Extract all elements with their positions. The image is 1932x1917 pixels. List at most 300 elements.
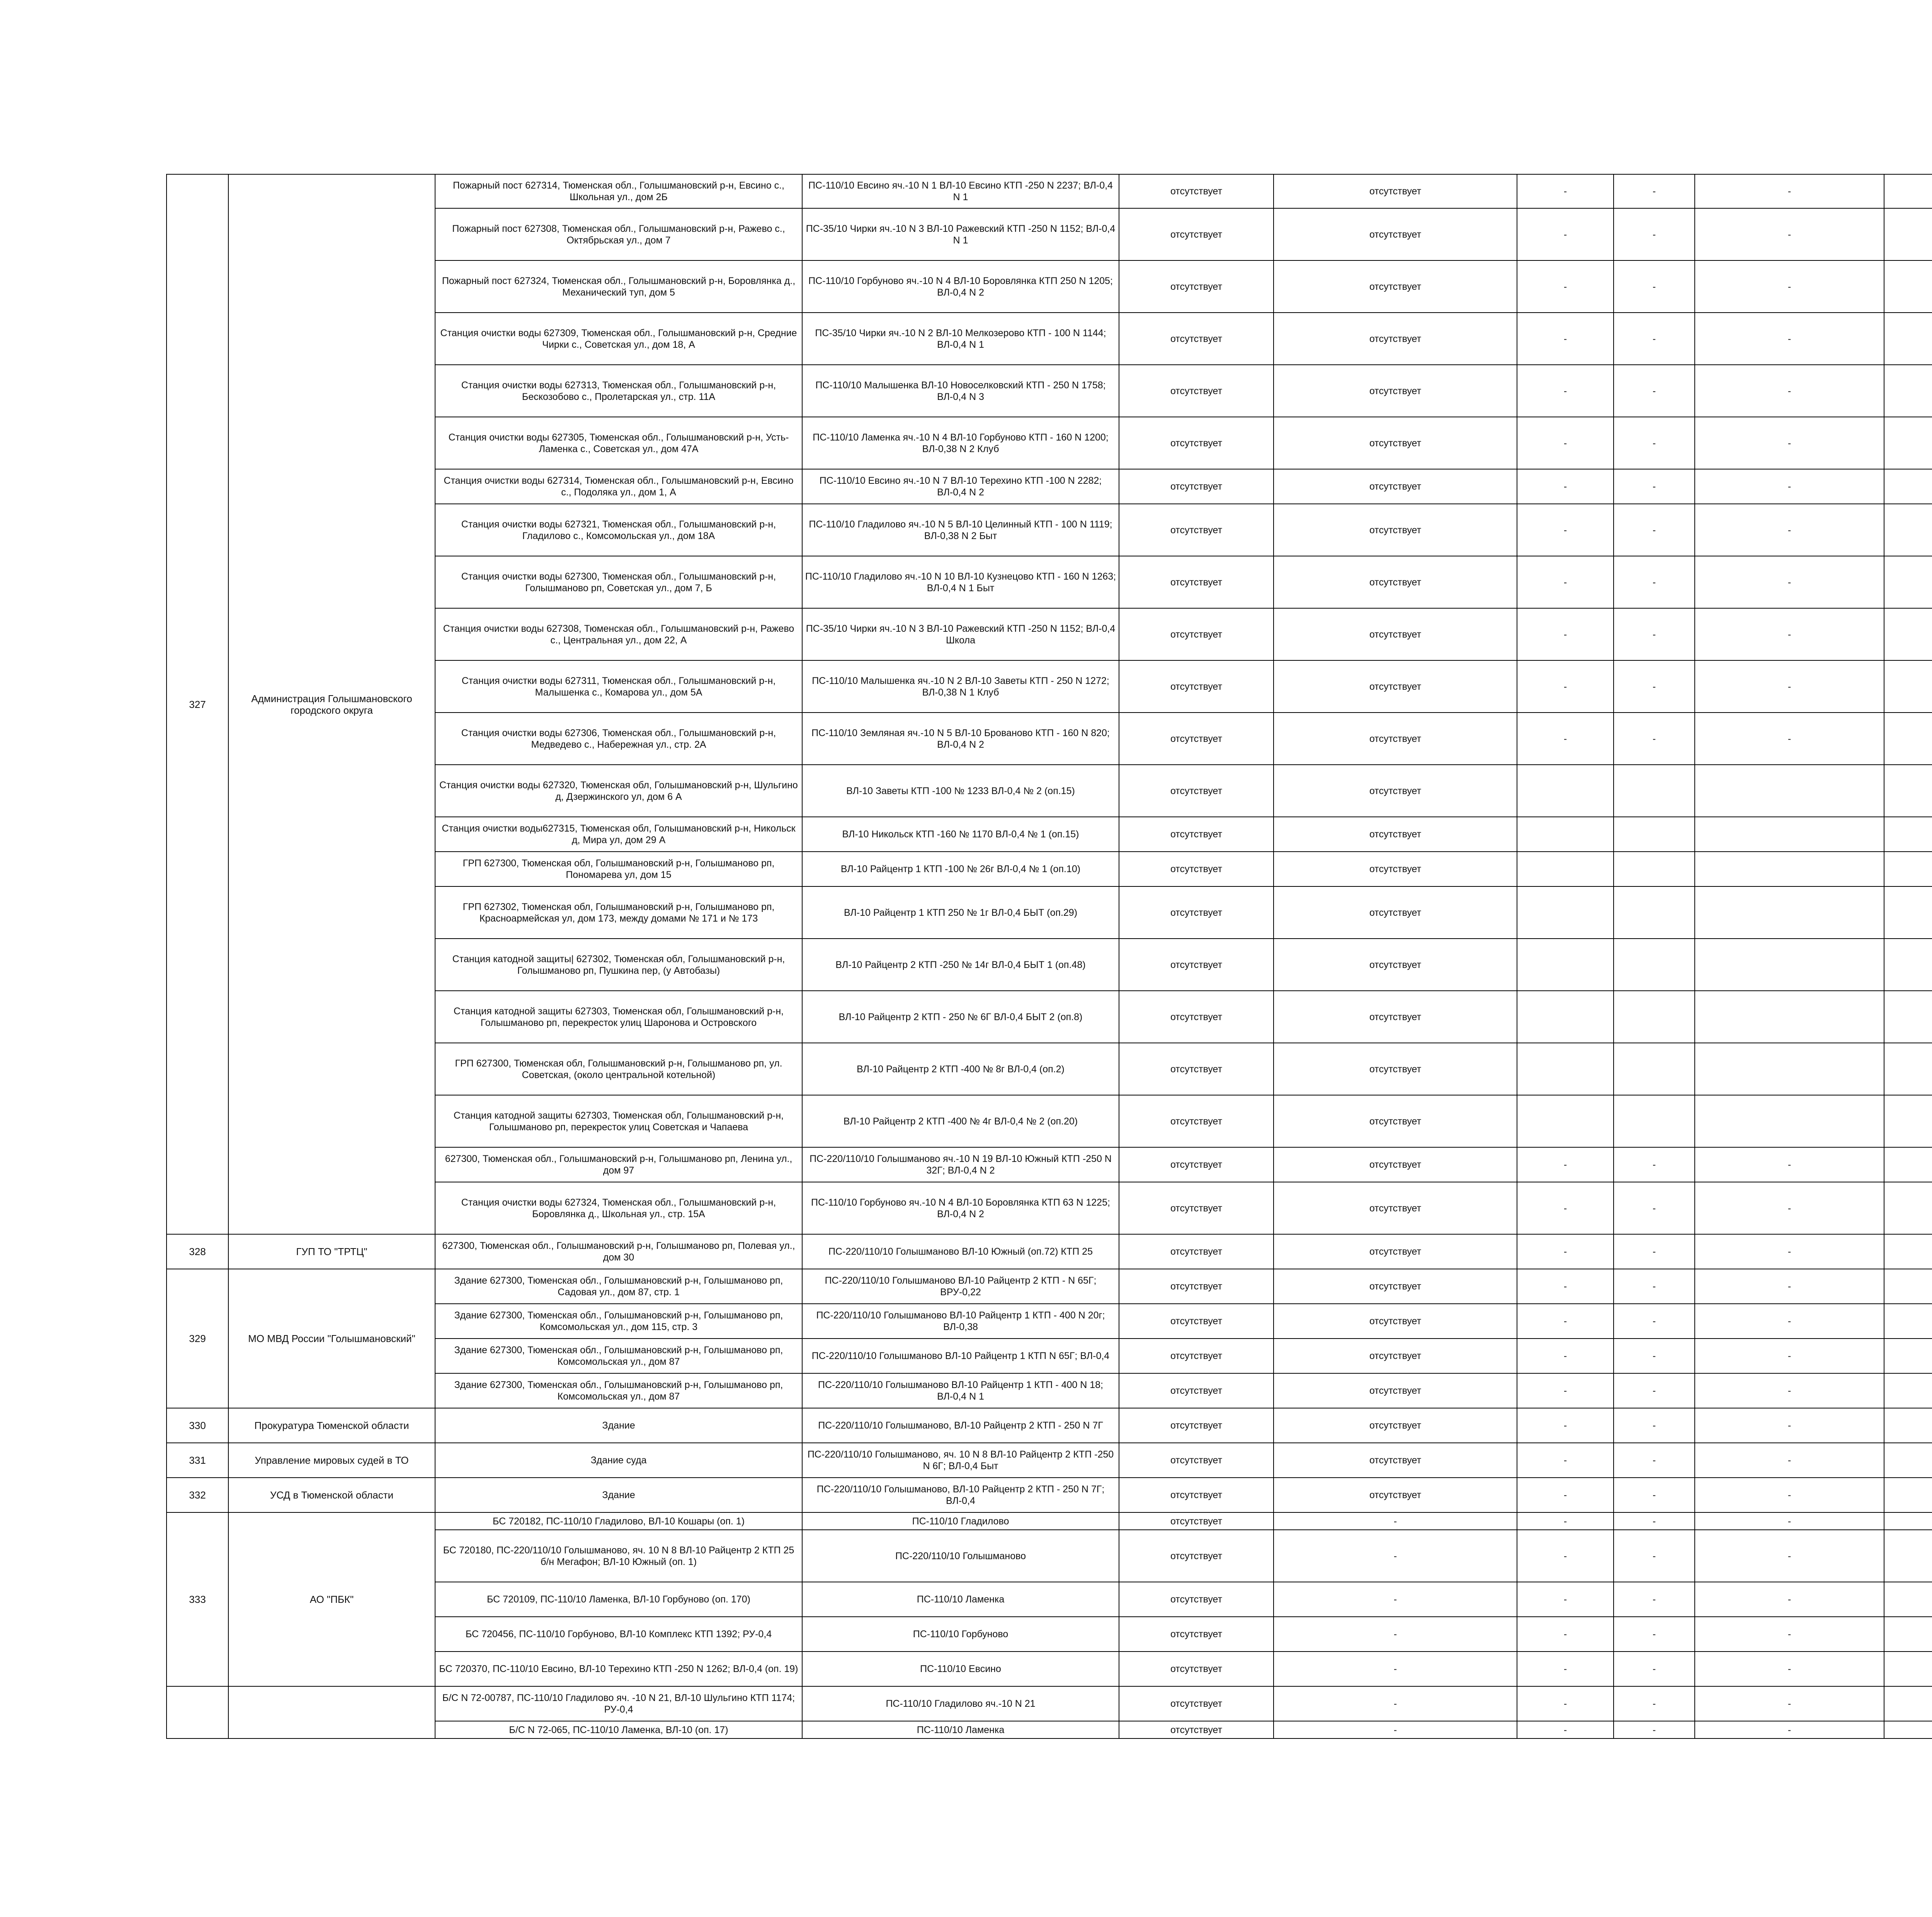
row-number-cell: 333: [167, 1512, 228, 1686]
value-cell-3: [1695, 886, 1884, 939]
object-cell: Здание 627300, Тюменская обл., Голышмановский р-н, Голышманово рп, Садовая ул., дом 87, стр. 1: [435, 1269, 802, 1304]
value-cell-3: -: [1695, 1721, 1884, 1738]
value-cell-3: -: [1695, 1530, 1884, 1582]
status-cell-1: отсутствует: [1119, 1304, 1274, 1339]
object-cell: Станция очистки воды 627305, Тюменская обл., Голышмановский р-н, Усть-Ламенка с., Советская ул., дом 47А: [435, 417, 802, 469]
row-number-cell: 331: [167, 1443, 228, 1478]
value-cell-3: -: [1695, 504, 1884, 556]
table-body: [167, 174, 1932, 1738]
value-cell-1: -: [1517, 1339, 1614, 1373]
object-cell: Пожарный пост 627314, Тюменская обл., Голышмановский р-н, Евсино с., Школьная ул., дом 2Б: [435, 174, 802, 208]
value-cell-1: -: [1517, 1512, 1614, 1530]
value-cell-3: -: [1695, 417, 1884, 469]
status-cell-1: отсутствует: [1119, 1269, 1274, 1304]
status-cell-2: отсутствует: [1274, 1269, 1517, 1304]
object-cell: 627300, Тюменская обл., Голышмановский р-н, Голышманово рп, Полевая ул., дом 30: [435, 1234, 802, 1269]
status-cell-2: отсутствует: [1274, 469, 1517, 504]
status-cell-2: отсутствует: [1274, 1095, 1517, 1147]
status-cell-1: отсутствует: [1119, 1147, 1274, 1182]
status-cell-2: -: [1274, 1652, 1517, 1686]
value-cell-3: -: [1695, 469, 1884, 504]
value-cell-4: [1884, 1721, 1932, 1738]
organization-cell: УСД в Тюменской области: [228, 1478, 435, 1512]
value-cell-2: -: [1614, 504, 1695, 556]
status-cell-1: отсутствует: [1119, 991, 1274, 1043]
value-cell-4: [1884, 886, 1932, 939]
supply-line-cell: ПС-220/110/10 Голышманово, ВЛ-10 Райцентр 2 КТП - 250 N 7Г; ВЛ-0,4: [802, 1478, 1119, 1512]
status-cell-2: отсутствует: [1274, 417, 1517, 469]
status-cell-1: отсутствует: [1119, 1617, 1274, 1652]
value-cell-2: [1614, 765, 1695, 817]
row-number-cell: 328: [167, 1234, 228, 1269]
status-cell-2: отсутствует: [1274, 504, 1517, 556]
value-cell-2: [1614, 991, 1695, 1043]
object-cell: Станция очистки воды627315, Тюменская обл, Голышмановский р-н, Никольск д, Мира ул, дом 29 А: [435, 817, 802, 852]
document-sheet: [166, 174, 1932, 1739]
table-row: [167, 1234, 1932, 1269]
value-cell-3: -: [1695, 556, 1884, 608]
table-row: [167, 174, 1932, 208]
value-cell-1: [1517, 1043, 1614, 1095]
organization-cell: Прокуратура Тюменской области: [228, 1408, 435, 1443]
value-cell-3: -: [1695, 1686, 1884, 1721]
value-cell-2: -: [1614, 1512, 1695, 1530]
status-cell-2: отсутствует: [1274, 260, 1517, 313]
status-cell-2: отсутствует: [1274, 313, 1517, 365]
supply-line-cell: ПС-110/10 Горбуново яч.-10 N 4 ВЛ-10 Боровлянка КТП 250 N 1205; ВЛ-0,4 N 2: [802, 260, 1119, 313]
status-cell-1: отсутствует: [1119, 417, 1274, 469]
object-cell: Б/С N 72-065, ПС-110/10 Ламенка, ВЛ-10 (оп. 17): [435, 1721, 802, 1738]
status-cell-1: отсутствует: [1119, 608, 1274, 660]
status-cell-1: отсутствует: [1119, 886, 1274, 939]
status-cell-2: отсутствует: [1274, 1443, 1517, 1478]
value-cell-4: [1884, 1617, 1932, 1652]
supply-line-cell: ПС-220/110/10 Голышманово ВЛ-10 Райцентр 1 КТП N 65Г; ВЛ-0,4: [802, 1339, 1119, 1373]
value-cell-3: -: [1695, 1339, 1884, 1373]
row-number-cell: 327: [167, 174, 228, 1234]
value-cell-3: -: [1695, 208, 1884, 260]
supply-line-cell: ПС-220/110/10 Голышманово яч.-10 N 19 ВЛ-10 Южный КТП -250 N 32Г; ВЛ-0,4 N 2: [802, 1147, 1119, 1182]
object-cell: Станция катодной защиты 627303, Тюменская обл, Голышмановский р-н, Голышманово рп, перекресток улиц Советская и Чапаева: [435, 1095, 802, 1147]
status-cell-2: отсутствует: [1274, 713, 1517, 765]
value-cell-1: -: [1517, 260, 1614, 313]
registry-table: [166, 174, 1932, 1739]
value-cell-1: [1517, 939, 1614, 991]
supply-line-cell: ПС-110/10 Евсино яч.-10 N 7 ВЛ-10 Терехино КТП -100 N 2282; ВЛ-0,4 N 2: [802, 469, 1119, 504]
value-cell-4: [1884, 1443, 1932, 1478]
organization-cell: [228, 1686, 435, 1738]
value-cell-4: [1884, 713, 1932, 765]
value-cell-1: [1517, 852, 1614, 886]
supply-line-cell: ПС-220/110/10 Голышманово ВЛ-10 Райцентр 1 КТП - 400 N 20г; ВЛ-0,38: [802, 1304, 1119, 1339]
value-cell-2: -: [1614, 1443, 1695, 1478]
supply-line-cell: ПС-110/10 Гладилово яч.-10 N 5 ВЛ-10 Целинный КТП - 100 N 1119; ВЛ-0,38 N 2 Быт: [802, 504, 1119, 556]
status-cell-2: -: [1274, 1721, 1517, 1738]
status-cell-2: отсутствует: [1274, 991, 1517, 1043]
value-cell-3: [1695, 817, 1884, 852]
value-cell-3: -: [1695, 1373, 1884, 1408]
value-cell-3: -: [1695, 1269, 1884, 1304]
value-cell-2: -: [1614, 608, 1695, 660]
supply-line-cell: ВЛ-10 Заветы КТП -100 № 1233 ВЛ-0,4 № 2 (оп.15): [802, 765, 1119, 817]
value-cell-4: [1884, 660, 1932, 713]
object-cell: Станция катодной защиты| 627302, Тюменская обл, Голышмановский р-н, Голышманово рп, Пушкина пер, (у Автобазы): [435, 939, 802, 991]
object-cell: Здание 627300, Тюменская обл., Голышмановский р-н, Голышманово рп, Комсомольская ул., дом 87: [435, 1373, 802, 1408]
status-cell-1: отсутствует: [1119, 1373, 1274, 1408]
table-row: [167, 1269, 1932, 1304]
status-cell-1: отсутствует: [1119, 1095, 1274, 1147]
value-cell-3: -: [1695, 313, 1884, 365]
status-cell-2: отсутствует: [1274, 1304, 1517, 1339]
value-cell-1: -: [1517, 208, 1614, 260]
value-cell-1: -: [1517, 1147, 1614, 1182]
object-cell: Станция очистки воды 627309, Тюменская обл., Голышмановский р-н, Средние Чирки с., Советская ул., дом 18, А: [435, 313, 802, 365]
status-cell-2: -: [1274, 1512, 1517, 1530]
value-cell-1: -: [1517, 469, 1614, 504]
value-cell-1: [1517, 817, 1614, 852]
supply-line-cell: ПС-220/110/10 Голышманово ВЛ-10 Райцентр 2 КТП - N 65Г; ВРУ-0,22: [802, 1269, 1119, 1304]
value-cell-3: -: [1695, 1617, 1884, 1652]
value-cell-1: -: [1517, 1530, 1614, 1582]
table-row: [167, 1478, 1932, 1512]
value-cell-2: [1614, 1095, 1695, 1147]
value-cell-4: [1884, 365, 1932, 417]
value-cell-1: -: [1517, 1617, 1614, 1652]
status-cell-2: отсутствует: [1274, 1373, 1517, 1408]
supply-line-cell: ПС-220/110/10 Голышманово, ВЛ-10 Райцентр 2 КТП - 250 N 7Г: [802, 1408, 1119, 1443]
supply-line-cell: ПС-110/10 Земляная яч.-10 N 5 ВЛ-10 Брованово КТП - 160 N 820; ВЛ-0,4 N 2: [802, 713, 1119, 765]
status-cell-1: отсутствует: [1119, 939, 1274, 991]
object-cell: БС 720180, ПС-220/110/10 Голышманово, яч. 10 N 8 ВЛ-10 Райцентр 2 КТП 25 б/н Мегафон; ВЛ-10 Южный (оп. 1): [435, 1530, 802, 1582]
value-cell-1: -: [1517, 1182, 1614, 1234]
status-cell-1: отсутствует: [1119, 174, 1274, 208]
status-cell-1: отсутствует: [1119, 1234, 1274, 1269]
supply-line-cell: ПС-220/110/10 Голышманово ВЛ-10 Райцентр 1 КТП - 400 N 18; ВЛ-0,4 N 1: [802, 1373, 1119, 1408]
supply-line-cell: ПС-35/10 Чирки яч.-10 N 3 ВЛ-10 Ражевский КТП -250 N 1152; ВЛ-0,4 Школа: [802, 608, 1119, 660]
value-cell-1: -: [1517, 1478, 1614, 1512]
status-cell-1: отсутствует: [1119, 469, 1274, 504]
organization-cell: Управление мировых судей в ТО: [228, 1443, 435, 1478]
value-cell-3: [1695, 1095, 1884, 1147]
status-cell-1: отсутствует: [1119, 1182, 1274, 1234]
status-cell-1: отсутствует: [1119, 556, 1274, 608]
object-cell: Станция очистки воды 627320, Тюменская обл, Голышмановский р-н, Шульгино д, Дзержинского ул, дом 6 А: [435, 765, 802, 817]
object-cell: БС 720456, ПС-110/10 Горбуново, ВЛ-10 Комплекс КТП 1392; РУ-0,4: [435, 1617, 802, 1652]
status-cell-1: отсутствует: [1119, 365, 1274, 417]
supply-line-cell: ВЛ-10 Райцентр 1 КТП 250 № 1г ВЛ-0,4 БЫТ (оп.29): [802, 886, 1119, 939]
value-cell-4: [1884, 417, 1932, 469]
supply-line-cell: ВЛ-10 Райцентр 2 КТП -400 № 4г ВЛ-0,4 № 2 (оп.20): [802, 1095, 1119, 1147]
status-cell-1: отсутствует: [1119, 765, 1274, 817]
object-cell: Станция очистки воды 627306, Тюменская обл., Голышмановский р-н, Медведево с., Набережная ул., стр. 2А: [435, 713, 802, 765]
value-cell-4: [1884, 1530, 1932, 1582]
status-cell-1: отсутствует: [1119, 1530, 1274, 1582]
supply-line-cell: ПС-110/10 Горбуново: [802, 1617, 1119, 1652]
value-cell-4: [1884, 1582, 1932, 1617]
supply-line-cell: ВЛ-10 Райцентр 2 КТП - 250 № 6Г ВЛ-0,4 БЫТ 2 (оп.8): [802, 991, 1119, 1043]
object-cell: Станция очистки воды 627321, Тюменская обл., Голышмановский р-н, Гладилово с., Комсомольская ул., дом 18А: [435, 504, 802, 556]
value-cell-1: -: [1517, 660, 1614, 713]
value-cell-1: -: [1517, 1686, 1614, 1721]
value-cell-3: -: [1695, 174, 1884, 208]
value-cell-4: [1884, 174, 1932, 208]
value-cell-2: -: [1614, 1373, 1695, 1408]
status-cell-1: отсутствует: [1119, 1686, 1274, 1721]
table-row: [167, 1443, 1932, 1478]
status-cell-1: отсутствует: [1119, 1408, 1274, 1443]
status-cell-1: отсутствует: [1119, 713, 1274, 765]
value-cell-4: [1884, 1182, 1932, 1234]
value-cell-1: -: [1517, 417, 1614, 469]
status-cell-1: отсутствует: [1119, 313, 1274, 365]
row-number-cell: 330: [167, 1408, 228, 1443]
supply-line-cell: ПС-110/10 Гладилово яч.-10 N 21: [802, 1686, 1119, 1721]
value-cell-3: -: [1695, 1652, 1884, 1686]
object-cell: Станция очистки воды 627308, Тюменская обл., Голышмановский р-н, Ражево с., Центральная ул., дом 22, А: [435, 608, 802, 660]
value-cell-3: -: [1695, 1234, 1884, 1269]
value-cell-2: -: [1614, 1617, 1695, 1652]
value-cell-4: [1884, 817, 1932, 852]
row-number-cell: 329: [167, 1269, 228, 1408]
status-cell-2: отсутствует: [1274, 174, 1517, 208]
status-cell-1: отсутствует: [1119, 504, 1274, 556]
status-cell-1: отсутствует: [1119, 1652, 1274, 1686]
organization-cell: АО "ПБК": [228, 1512, 435, 1686]
value-cell-4: [1884, 469, 1932, 504]
value-cell-3: -: [1695, 713, 1884, 765]
value-cell-2: -: [1614, 208, 1695, 260]
status-cell-2: -: [1274, 1686, 1517, 1721]
status-cell-1: отсутствует: [1119, 1512, 1274, 1530]
value-cell-2: -: [1614, 1304, 1695, 1339]
value-cell-3: [1695, 765, 1884, 817]
organization-cell: ГУП ТО "ТРТЦ": [228, 1234, 435, 1269]
value-cell-4: [1884, 1478, 1932, 1512]
value-cell-3: -: [1695, 1512, 1884, 1530]
value-cell-1: -: [1517, 313, 1614, 365]
value-cell-1: -: [1517, 556, 1614, 608]
value-cell-2: -: [1614, 1182, 1695, 1234]
object-cell: Здание 627300, Тюменская обл., Голышмановский р-н, Голышманово рп, Комсомольская ул., дом 87: [435, 1339, 802, 1373]
status-cell-1: отсутствует: [1119, 817, 1274, 852]
value-cell-1: [1517, 765, 1614, 817]
value-cell-1: [1517, 991, 1614, 1043]
object-cell: Здание 627300, Тюменская обл., Голышмановский р-н, Голышманово рп, Комсомольская ул., дом 115, стр. 3: [435, 1304, 802, 1339]
supply-line-cell: ПС-110/10 Евсино: [802, 1652, 1119, 1686]
value-cell-2: [1614, 852, 1695, 886]
value-cell-2: -: [1614, 1234, 1695, 1269]
supply-line-cell: ВЛ-10 Райцентр 2 КТП -400 № 8г ВЛ-0,4 (оп.2): [802, 1043, 1119, 1095]
status-cell-2: отсутствует: [1274, 1478, 1517, 1512]
status-cell-2: -: [1274, 1530, 1517, 1582]
status-cell-1: отсутствует: [1119, 1478, 1274, 1512]
row-number-cell: 332: [167, 1478, 228, 1512]
organization-cell: МО МВД России "Голышмановский": [228, 1269, 435, 1408]
value-cell-2: -: [1614, 1408, 1695, 1443]
status-cell-2: отсутствует: [1274, 1408, 1517, 1443]
value-cell-4: [1884, 1652, 1932, 1686]
status-cell-2: отсутствует: [1274, 817, 1517, 852]
value-cell-3: -: [1695, 660, 1884, 713]
status-cell-1: отсутствует: [1119, 1582, 1274, 1617]
value-cell-2: -: [1614, 1478, 1695, 1512]
value-cell-1: -: [1517, 1408, 1614, 1443]
status-cell-1: отсутствует: [1119, 1043, 1274, 1095]
supply-line-cell: ПС-110/10 Гладилово: [802, 1512, 1119, 1530]
supply-line-cell: ПС-110/10 Ламенка яч.-10 N 4 ВЛ-10 Горбуново КТП - 160 N 1200; ВЛ-0,38 N 2 Клуб: [802, 417, 1119, 469]
value-cell-1: [1517, 886, 1614, 939]
status-cell-1: отсутствует: [1119, 208, 1274, 260]
value-cell-4: [1884, 260, 1932, 313]
value-cell-3: -: [1695, 1443, 1884, 1478]
status-cell-2: отсутствует: [1274, 208, 1517, 260]
value-cell-2: -: [1614, 469, 1695, 504]
value-cell-2: -: [1614, 660, 1695, 713]
value-cell-2: [1614, 817, 1695, 852]
object-cell: Здание суда: [435, 1443, 802, 1478]
value-cell-4: [1884, 1043, 1932, 1095]
supply-line-cell: ПС-110/10 Горбуново яч.-10 N 4 ВЛ-10 Боровлянка КТП 63 N 1225; ВЛ-0,4 N 2: [802, 1182, 1119, 1234]
value-cell-1: -: [1517, 713, 1614, 765]
value-cell-2: -: [1614, 1721, 1695, 1738]
value-cell-4: [1884, 1373, 1932, 1408]
object-cell: Пожарный пост 627324, Тюменская обл., Голышмановский р-н, Боровлянка д., Механический туп, дом 5: [435, 260, 802, 313]
value-cell-4: [1884, 1408, 1932, 1443]
value-cell-2: -: [1614, 1582, 1695, 1617]
status-cell-2: отсутствует: [1274, 852, 1517, 886]
supply-line-cell: ПС-220/110/10 Голышманово ВЛ-10 Южный (оп.72) КТП 25: [802, 1234, 1119, 1269]
status-cell-1: отсутствует: [1119, 660, 1274, 713]
status-cell-2: отсутствует: [1274, 1147, 1517, 1182]
value-cell-4: [1884, 1269, 1932, 1304]
supply-line-cell: ПС-220/110/10 Голышманово: [802, 1530, 1119, 1582]
value-cell-4: [1884, 1095, 1932, 1147]
value-cell-2: -: [1614, 1652, 1695, 1686]
object-cell: БС 720109, ПС-110/10 Ламенка, ВЛ-10 Горбуново (оп. 170): [435, 1582, 802, 1617]
object-cell: Пожарный пост 627308, Тюменская обл., Голышмановский р-н, Ражево с., Октябрьская ул., дом 7: [435, 208, 802, 260]
value-cell-2: -: [1614, 713, 1695, 765]
table-row: [167, 1512, 1932, 1530]
value-cell-3: -: [1695, 365, 1884, 417]
value-cell-2: -: [1614, 1147, 1695, 1182]
status-cell-2: отсутствует: [1274, 1234, 1517, 1269]
object-cell: ГРП 627300, Тюменская обл, Голышмановский р-н, Голышманово рп, ул. Советская, (около центральной котельной): [435, 1043, 802, 1095]
value-cell-3: -: [1695, 1582, 1884, 1617]
value-cell-3: -: [1695, 1408, 1884, 1443]
supply-line-cell: ПС-110/10 Евсино яч.-10 N 1 ВЛ-10 Евсино КТП -250 N 2237; ВЛ-0,4 N 1: [802, 174, 1119, 208]
value-cell-1: -: [1517, 504, 1614, 556]
status-cell-2: отсутствует: [1274, 660, 1517, 713]
value-cell-4: [1884, 504, 1932, 556]
value-cell-3: -: [1695, 1182, 1884, 1234]
supply-line-cell: ВЛ-10 Райцентр 2 КТП -250 № 14г ВЛ-0,4 БЫТ 1 (оп.48): [802, 939, 1119, 991]
value-cell-1: -: [1517, 1304, 1614, 1339]
value-cell-2: -: [1614, 1269, 1695, 1304]
value-cell-3: [1695, 991, 1884, 1043]
value-cell-4: [1884, 1512, 1932, 1530]
value-cell-2: -: [1614, 365, 1695, 417]
value-cell-1: -: [1517, 1443, 1614, 1478]
value-cell-2: [1614, 939, 1695, 991]
value-cell-2: -: [1614, 1339, 1695, 1373]
value-cell-4: [1884, 765, 1932, 817]
supply-line-cell: ПС-110/10 Малышенка яч.-10 N 2 ВЛ-10 Заветы КТП - 250 N 1272; ВЛ-0,38 N 1 Клуб: [802, 660, 1119, 713]
value-cell-3: -: [1695, 608, 1884, 660]
object-cell: БС 720370, ПС-110/10 Евсино, ВЛ-10 Терехино КТП -250 N 1262; ВЛ-0,4 (оп. 19): [435, 1652, 802, 1686]
value-cell-4: [1884, 1304, 1932, 1339]
value-cell-1: -: [1517, 174, 1614, 208]
status-cell-2: -: [1274, 1617, 1517, 1652]
status-cell-2: отсутствует: [1274, 1339, 1517, 1373]
value-cell-2: [1614, 886, 1695, 939]
status-cell-2: -: [1274, 1582, 1517, 1617]
status-cell-2: отсутствует: [1274, 365, 1517, 417]
value-cell-1: -: [1517, 1269, 1614, 1304]
object-cell: 627300, Тюменская обл., Голышмановский р-н, Голышманово рп, Ленина ул., дом 97: [435, 1147, 802, 1182]
value-cell-3: [1695, 1043, 1884, 1095]
supply-line-cell: ПС-35/10 Чирки яч.-10 N 3 ВЛ-10 Ражевский КТП -250 N 1152; ВЛ-0,4 N 1: [802, 208, 1119, 260]
object-cell: Здание: [435, 1478, 802, 1512]
value-cell-2: -: [1614, 260, 1695, 313]
status-cell-1: отсутствует: [1119, 1721, 1274, 1738]
value-cell-1: -: [1517, 365, 1614, 417]
supply-line-cell: ВЛ-10 Никольск КТП -160 № 1170 ВЛ-0,4 № 1 (оп.15): [802, 817, 1119, 852]
value-cell-1: -: [1517, 1652, 1614, 1686]
value-cell-4: [1884, 608, 1932, 660]
value-cell-2: -: [1614, 174, 1695, 208]
supply-line-cell: ПС-110/10 Ламенка: [802, 1582, 1119, 1617]
value-cell-4: [1884, 313, 1932, 365]
status-cell-2: отсутствует: [1274, 765, 1517, 817]
supply-line-cell: ПС-110/10 Гладилово яч.-10 N 10 ВЛ-10 Кузнецово КТП - 160 N 1263; ВЛ-0,4 N 1 Быт: [802, 556, 1119, 608]
object-cell: Станция очистки воды 627324, Тюменская обл., Голышмановский р-н, Боровлянка д., Школьная ул., стр. 15А: [435, 1182, 802, 1234]
supply-line-cell: ВЛ-10 Райцентр 1 КТП -100 № 26г ВЛ-0,4 № 1 (оп.10): [802, 852, 1119, 886]
value-cell-1: [1517, 1095, 1614, 1147]
status-cell-2: отсутствует: [1274, 886, 1517, 939]
value-cell-3: [1695, 852, 1884, 886]
object-cell: Станция катодной защиты 627303, Тюменская обл, Голышмановский р-н, Голышманово рп, перекресток улиц Шаронова и Островского: [435, 991, 802, 1043]
value-cell-1: -: [1517, 1234, 1614, 1269]
value-cell-3: -: [1695, 260, 1884, 313]
object-cell: ГРП 627300, Тюменская обл, Голышмановский р-н, Голышманово рп, Пономарева ул, дом 15: [435, 852, 802, 886]
value-cell-4: [1884, 939, 1932, 991]
value-cell-2: -: [1614, 417, 1695, 469]
value-cell-4: [1884, 852, 1932, 886]
value-cell-3: -: [1695, 1478, 1884, 1512]
object-cell: БС 720182, ПС-110/10 Гладилово, ВЛ-10 Кошары (оп. 1): [435, 1512, 802, 1530]
object-cell: Станция очистки воды 627311, Тюменская обл., Голышмановский р-н, Малышенка с., Комарова ул., дом 5А: [435, 660, 802, 713]
value-cell-1: -: [1517, 608, 1614, 660]
value-cell-2: -: [1614, 556, 1695, 608]
status-cell-1: отсутствует: [1119, 1443, 1274, 1478]
status-cell-2: отсутствует: [1274, 1043, 1517, 1095]
value-cell-2: [1614, 1043, 1695, 1095]
object-cell: Станция очистки воды 627313, Тюменская обл., Голышмановский р-н, Бескозобово с., Пролетарская ул., стр. 11А: [435, 365, 802, 417]
object-cell: Здание: [435, 1408, 802, 1443]
table-row: [167, 1408, 1932, 1443]
object-cell: ГРП 627302, Тюменская обл, Голышмановский р-н, Голышманово рп, Красноармейская ул, дом 173, между домами № 171 и № 173: [435, 886, 802, 939]
table-row: [167, 1686, 1932, 1721]
status-cell-2: отсутствует: [1274, 1182, 1517, 1234]
status-cell-1: отсутствует: [1119, 852, 1274, 886]
value-cell-4: [1884, 556, 1932, 608]
value-cell-4: [1884, 1234, 1932, 1269]
value-cell-2: -: [1614, 1530, 1695, 1582]
value-cell-4: [1884, 1147, 1932, 1182]
organization-cell: Администрация Голышмановского городского округа: [228, 174, 435, 1234]
value-cell-1: -: [1517, 1582, 1614, 1617]
value-cell-4: [1884, 208, 1932, 260]
